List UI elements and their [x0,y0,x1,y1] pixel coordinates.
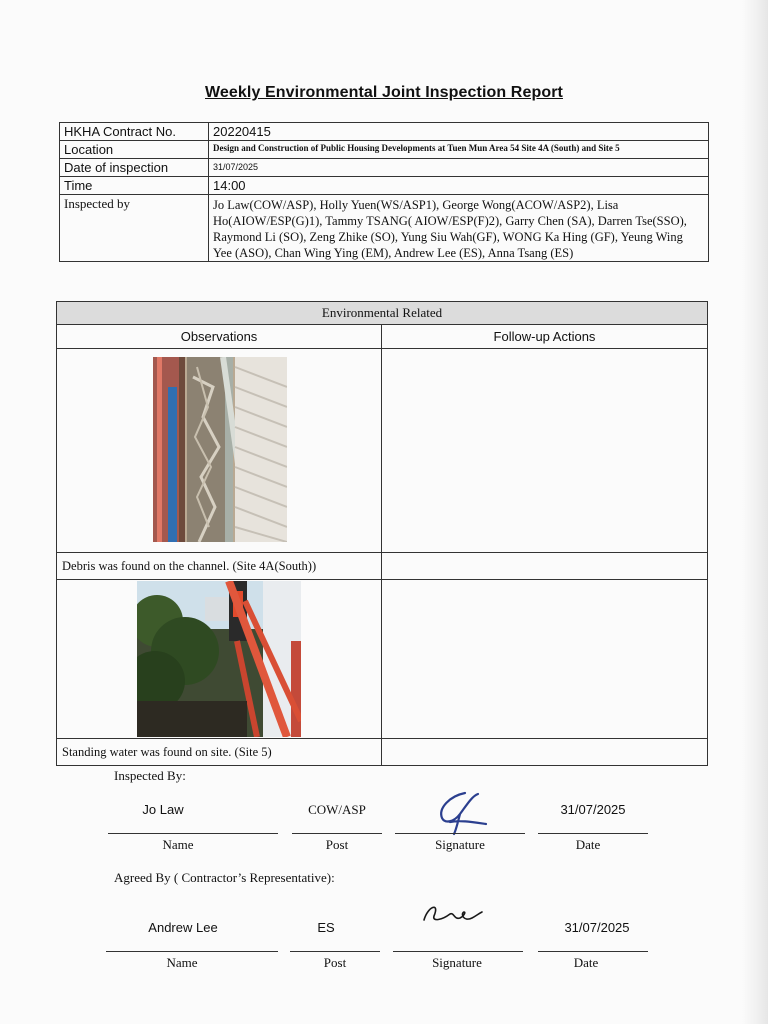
date-row [60,159,709,177]
signature-line-2 [393,951,523,952]
observation-photo-cell [57,349,382,553]
contract-label: HKHA Contract No. [60,123,209,141]
inspection-info-table [59,122,709,262]
location-row [60,141,709,159]
date-line-1 [538,833,648,834]
name-line-2 [106,951,278,952]
time-value: 14:00 [209,177,709,195]
post-caption-1: Post [325,837,349,852]
photo-debris-channel [153,357,287,542]
date-caption-1: Date [575,837,601,852]
followup-header: Follow-up Actions [382,325,708,349]
representative-name: Andrew Lee [148,920,218,935]
contract-value: 20220415 [209,123,709,141]
agreement-date: 31/07/2025 [564,920,630,935]
representative-signature [420,900,484,928]
environmental-header: Environmental Related [57,302,708,325]
name-caption-1: Name [162,837,194,852]
inspected-label: Inspected by [60,195,209,262]
representative-post: ES [317,920,335,935]
followup-caption-cell-2 [382,739,708,766]
date-value: 31/07/2025 [209,159,709,177]
observation-photo-cell-2 [57,580,382,739]
date-line-2 [538,951,648,952]
photo-standing-water [137,581,301,737]
signature-caption-1: Signature [435,837,485,852]
observation-caption-1: Debris was found on the channel. (Site 4A(South)) [57,553,382,580]
inspector-post: COW/ASP [308,802,366,817]
scan-page-edge [742,0,768,1024]
inspection-date: 31/07/2025 [560,802,626,817]
observations-header: Observations [57,325,382,349]
date-caption-2: Date [573,955,599,970]
name-line-1 [108,833,278,834]
report-title: Weekly Environmental Joint Inspection Report [205,84,563,101]
observation-caption-2: Standing water was found on site. (Site 5) [57,739,382,766]
agreed-by-heading: Agreed By ( Contractor’s Representative): [114,870,335,885]
signature-line-1 [395,833,525,834]
contract-row [60,123,709,141]
post-caption-2: Post [323,955,347,970]
location-value: Design and Construction of Public Housing Developments at Tuen Mun Area 54 Site 4A (South) and Site 5 [209,141,709,159]
followup-cell-1 [382,349,708,553]
followup-caption-cell-1 [382,553,708,580]
date-label: Date of inspection [60,159,209,177]
time-label: Time [60,177,209,195]
post-line-2 [290,951,380,952]
post-line-1 [292,833,382,834]
location-label: Location [60,141,209,159]
name-caption-2: Name [166,955,198,970]
time-row [60,177,709,195]
inspected-value: Jo Law(COW/ASP), Holly Yuen(WS/ASP1), George Wong(ACOW/ASP2), Lisa Ho(AIOW/ESP(G)1), Tammy TSANG( AIOW/ESP(F)2), Garry Chen (SA), Darren Tse(SSO), Raymond Li (SO), Zeng Zhike (SO), Yung Siu Wah(GF), WONG Ka Hing (GF), Yeung Wing Yee (ASO), Chan Wing Ying (EM), Andrew Lee (ES), Anna Tsang (ES) [209,195,709,262]
environmental-table [56,301,708,766]
signature-caption-2: Signature [432,955,482,970]
inspected-row [60,195,709,262]
inspector-signature [430,788,490,838]
followup-cell-2 [382,580,708,739]
inspector-name: Jo Law [142,802,184,817]
inspected-by-heading: Inspected By: [114,768,186,783]
